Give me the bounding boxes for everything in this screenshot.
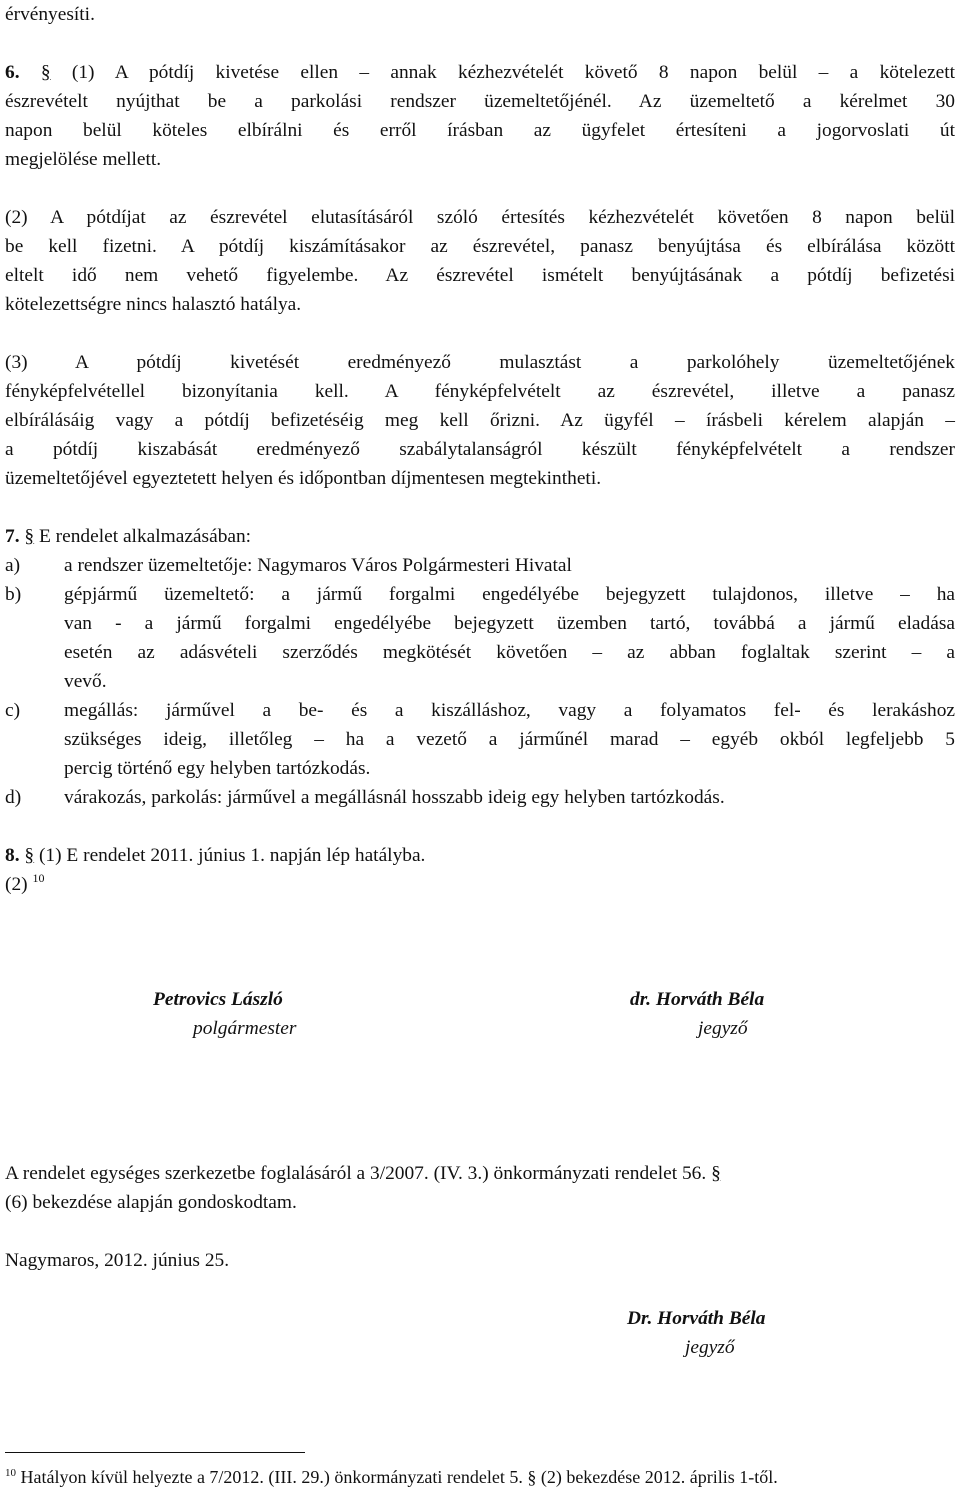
section-sign: § bbox=[40, 62, 51, 83]
footnote-divider bbox=[5, 1452, 305, 1453]
list-item-b-line-3: esetén az adásvételi szerződés megkötését követően – az abban foglaltak szerint – a bbox=[64, 642, 955, 663]
signature-left-name: Petrovics László bbox=[153, 989, 283, 1010]
footnote-text: Hatályon kívül helyezte a 7/2012. (III. 29.) önkormányzati rendelet 5. § (2) bekezdése 2012. április 1-től. bbox=[20, 1467, 778, 1487]
section-8-line-1 bbox=[5, 841, 425, 870]
section-6-line-1 bbox=[5, 58, 955, 87]
place-date: Nagymaros, 2012. június 25. bbox=[5, 1250, 230, 1271]
list-item-c-line-2: szükséges ideig, illetőleg – ha a vezető a járműnél marad – egyéb okból legfeljebb 5 bbox=[64, 729, 955, 750]
paragraph-2-line-1: (2) A pótdíjat az észrevétel elutasításáról szóló értesítés kézhezvételét követően 8 napon belül bbox=[5, 207, 955, 228]
list-item-b-line-1: gépjármű üzemeltető: a jármű forgalmi engedélyébe bejegyzett tulajdonos, illetve – ha bbox=[64, 584, 955, 605]
closing-signature-name: Dr. Horváth Béla bbox=[627, 1308, 766, 1329]
paragraph-2-line-4: kötelezettségre nincs halasztó hatálya. bbox=[5, 294, 302, 315]
paragraph-2-line-2: be kell fizetni. A pótdíj kiszámításakor az észrevétel, panasz benyújtása és elbírálása között bbox=[5, 236, 955, 257]
signature-left-title: polgármester bbox=[193, 1018, 297, 1039]
signature-right-title: jegyző bbox=[698, 1018, 748, 1039]
section-sign: § bbox=[711, 1163, 721, 1184]
section-sign: § bbox=[24, 526, 35, 547]
footnote bbox=[5, 1463, 778, 1492]
paragraph-3-line-5: üzemeltetőjével egyeztetett helyen és időpontban díjmentesen megtekintheti. bbox=[5, 468, 602, 489]
section-6-line-3: napon belül köteles elbírálni és erről írásban az ügyfelet értesíteni a jogorvoslati út bbox=[5, 120, 955, 141]
list-item-b-line-4: vevő. bbox=[64, 671, 107, 692]
list-label: a) bbox=[5, 555, 21, 576]
section-text: (1) E rendelet 2011. június 1. napján lép hatályba. bbox=[38, 845, 426, 866]
paragraph-3-line-1: (3) A pótdíj kivetését eredményező mulasztást a parkolóhely üzemeltetőjének bbox=[5, 352, 955, 373]
list-item-c-line-3: percig történő egy helyben tartózkodás. bbox=[64, 758, 371, 779]
list-item-d: várakozás, parkolás: járművel a megállásnál hosszabb ideig egy helyben tartózkodás. bbox=[64, 787, 725, 808]
paragraph-3-line-2: fényképfelvétellel bizonyítania kell. A fényképfelvételt az észrevétel, illetve a panasz bbox=[5, 381, 955, 402]
section-7-heading bbox=[5, 522, 251, 551]
section-text: (1) A pótdíj kivetése ellen – annak kézhezvételét követő 8 napon belül – a kötelezett bbox=[71, 62, 955, 83]
paragraph-3-line-3: elbírálásáig vagy a pótdíj befizetéséig meg kell őrizni. Az ügyfél – írásbeli kérelem alapján – bbox=[5, 410, 955, 431]
text-line: érvényesíti. bbox=[5, 4, 95, 25]
closing-signature-title: jegyző bbox=[685, 1337, 735, 1358]
paragraph-2-line-3: eltelt idő nem vehető figyelembe. Az észrevétel ismételt benyújtásának a pótdíj befizetési bbox=[5, 265, 955, 286]
section-title: E rendelet alkalmazásában: bbox=[38, 526, 252, 547]
list-label: b) bbox=[5, 584, 22, 605]
section-number: 7. bbox=[5, 526, 20, 547]
signature-right-name: dr. Horváth Béla bbox=[630, 989, 765, 1010]
footnote-reference[interactable]: 10 bbox=[32, 871, 45, 885]
paragraph-label: (2) bbox=[5, 874, 28, 895]
section-8-line-2 bbox=[5, 870, 44, 899]
paragraph-3-line-4: a pótdíj kiszabását eredményező szabálytalanságról készült fényképfelvételt a rendszer bbox=[5, 439, 955, 460]
list-item-a: a rendszer üzemeltetője: Nagymaros Város Polgármesteri Hivatal bbox=[64, 555, 572, 576]
section-sign: § bbox=[24, 845, 35, 866]
section-6-line-2: észrevételt nyújthat be a parkolási rendszer üzemeltetőjénél. Az üzemeltető a kérelmet 30 bbox=[5, 91, 955, 112]
list-item-b-line-2: van - a jármű forgalmi engedélyébe bejegyzett üzemben tartó, továbbá a jármű eladása bbox=[64, 613, 955, 634]
list-item-c-line-1: megállás: járművel a be- és a kiszálláshoz, vagy a folyamatos fel- és lerakáshoz bbox=[64, 700, 955, 721]
section-number: 8. bbox=[5, 845, 20, 866]
list-label: c) bbox=[5, 700, 21, 721]
footnote-number: 10 bbox=[5, 1467, 16, 1479]
closing-line-2: (6) bekezdése alapján gondoskodtam. bbox=[5, 1192, 297, 1213]
section-6-line-4: megjelölése mellett. bbox=[5, 149, 162, 170]
closing-line-1 bbox=[5, 1159, 721, 1188]
section-number: 6. bbox=[5, 62, 20, 83]
list-label: d) bbox=[5, 787, 22, 808]
closing-text: A rendelet egységes szerkezetbe foglalásáról a 3/2007. (IV. 3.) önkormányzati rendelet 56. bbox=[5, 1163, 707, 1184]
